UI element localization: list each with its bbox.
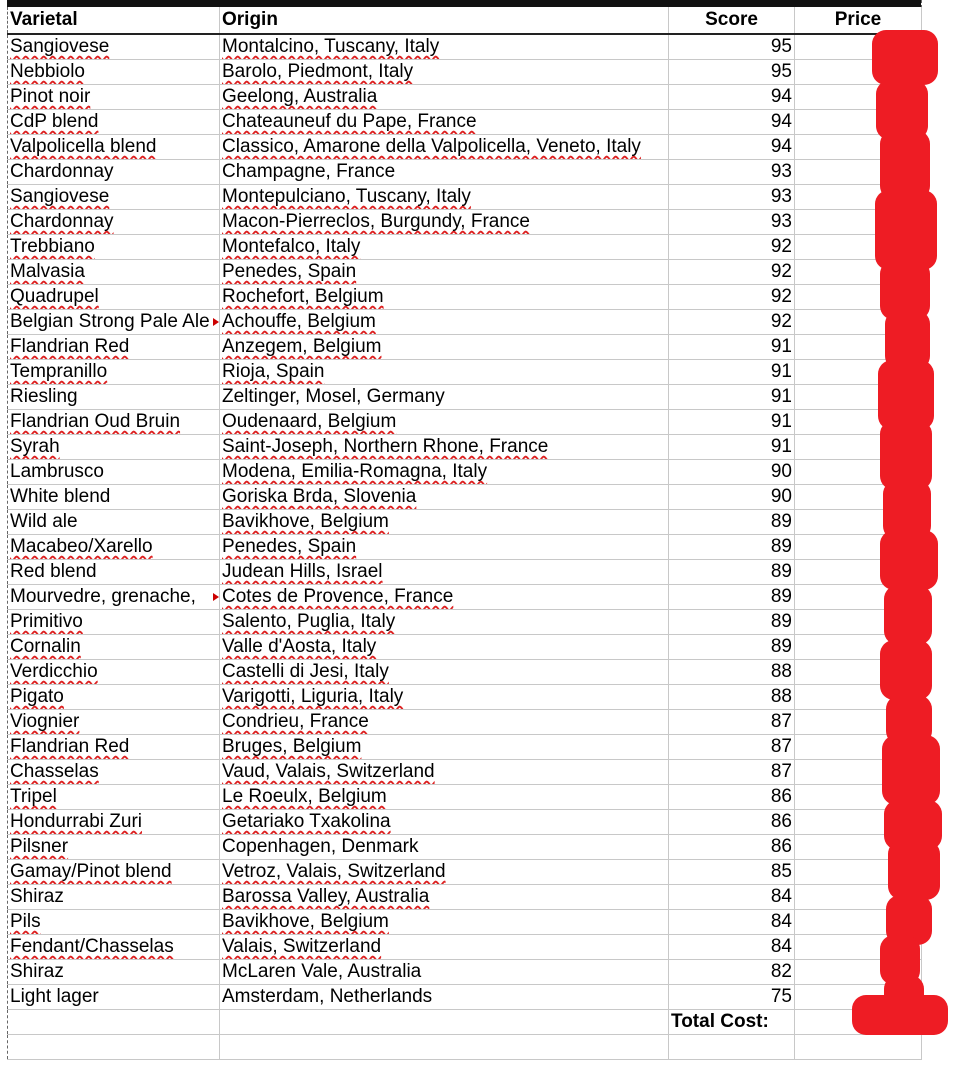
table-row bbox=[8, 585, 922, 610]
varietal-text: Sangiovese bbox=[10, 186, 110, 207]
varietal-cell[interactable] bbox=[8, 585, 220, 610]
redaction-mark bbox=[852, 995, 948, 1035]
score-cell[interactable]: 91 bbox=[669, 385, 795, 410]
varietal-cell[interactable] bbox=[8, 85, 220, 110]
origin-text: Barolo, Piedmont, Italy bbox=[222, 61, 414, 82]
origin-text: Modena, Emilia-Romagna, Italy bbox=[222, 461, 488, 482]
origin-cell[interactable] bbox=[220, 710, 669, 735]
varietal-text: Mourvedre, grenache, bbox=[10, 586, 196, 607]
score-cell[interactable]: 75 bbox=[669, 985, 795, 1010]
origin-text: Castelli di Jesi, Italy bbox=[222, 661, 389, 682]
score-cell[interactable]: 95 bbox=[669, 60, 795, 85]
varietal-cell[interactable] bbox=[8, 685, 220, 710]
varietal-text: Quadrupel bbox=[10, 286, 99, 307]
table-row bbox=[8, 785, 922, 810]
origin-text: Montepulciano, Tuscany, Italy bbox=[222, 186, 471, 207]
varietal-text: Belgian Strong Pale Ale bbox=[10, 311, 210, 332]
table-row bbox=[8, 285, 922, 310]
varietal-text: Pils bbox=[10, 911, 41, 932]
origin-cell[interactable] bbox=[220, 610, 669, 635]
origin-text: Penedes, Spain bbox=[222, 536, 357, 557]
varietal-cell[interactable] bbox=[8, 34, 220, 60]
table-row bbox=[8, 985, 922, 1010]
table-row bbox=[8, 535, 922, 560]
varietal-text: Pilsner bbox=[10, 836, 69, 857]
origin-text: Rioja, Spain bbox=[222, 361, 325, 382]
table-row bbox=[8, 560, 922, 585]
score-cell[interactable]: 92 bbox=[669, 285, 795, 310]
table-row bbox=[8, 685, 922, 710]
origin-cell[interactable] bbox=[220, 435, 669, 460]
table-row bbox=[8, 860, 922, 885]
varietal-cell[interactable] bbox=[8, 310, 220, 335]
varietal-text: Hondurrabi Zuri bbox=[10, 811, 142, 832]
origin-cell[interactable] bbox=[220, 885, 669, 910]
origin-text: Cotes de Provence, France bbox=[222, 586, 454, 607]
score-cell[interactable]: 87 bbox=[669, 710, 795, 735]
origin-text: Chateauneuf du Pape, France bbox=[222, 111, 477, 132]
score-cell[interactable]: 92 bbox=[669, 235, 795, 260]
origin-text: Varigotti, Liguria, Italy bbox=[222, 686, 404, 707]
table-row bbox=[8, 935, 922, 960]
empty-cell[interactable] bbox=[795, 1035, 922, 1060]
score-cell[interactable]: 88 bbox=[669, 685, 795, 710]
origin-cell[interactable] bbox=[220, 485, 669, 510]
origin-text: Le Roeulx, Belgium bbox=[222, 786, 387, 807]
score-cell[interactable]: 84 bbox=[669, 910, 795, 935]
origin-text: Achouffe, Belgium bbox=[222, 311, 376, 332]
origin-text: Bruges, Belgium bbox=[222, 736, 362, 757]
redaction-mark bbox=[888, 840, 940, 900]
table-row bbox=[8, 160, 922, 185]
total-row bbox=[8, 1010, 922, 1035]
origin-text: Champagne, France bbox=[222, 161, 396, 182]
varietal-text: White blend bbox=[10, 486, 111, 507]
table-row bbox=[8, 960, 922, 985]
origin-cell[interactable] bbox=[220, 660, 669, 685]
varietal-text: Syrah bbox=[10, 436, 60, 457]
header-row bbox=[8, 7, 922, 34]
origin-cell[interactable] bbox=[220, 560, 669, 585]
score-cell[interactable]: 91 bbox=[669, 360, 795, 385]
table-row bbox=[8, 885, 922, 910]
table-row bbox=[8, 310, 922, 335]
score-cell[interactable]: 86 bbox=[669, 785, 795, 810]
varietal-cell[interactable] bbox=[8, 660, 220, 685]
origin-cell[interactable] bbox=[220, 810, 669, 835]
empty-cell[interactable] bbox=[220, 1035, 669, 1060]
origin-cell[interactable] bbox=[220, 160, 669, 185]
varietal-cell[interactable] bbox=[8, 510, 220, 535]
column-header-varietal[interactable]: Varietal bbox=[8, 7, 220, 34]
origin-cell[interactable] bbox=[220, 735, 669, 760]
redaction-mark bbox=[880, 640, 932, 700]
varietal-cell[interactable] bbox=[8, 135, 220, 160]
origin-text: Montalcino, Tuscany, Italy bbox=[222, 36, 440, 57]
varietal-text: Trebbiano bbox=[10, 236, 95, 257]
origin-text: Oudenaard, Belgium bbox=[222, 411, 397, 432]
redaction-mark bbox=[872, 30, 938, 85]
origin-cell[interactable] bbox=[220, 285, 669, 310]
score-cell[interactable]: 92 bbox=[669, 260, 795, 285]
origin-cell[interactable] bbox=[220, 985, 669, 1010]
table-row bbox=[8, 810, 922, 835]
varietal-cell[interactable] bbox=[8, 610, 220, 635]
table-row bbox=[8, 110, 922, 135]
table-row bbox=[8, 435, 922, 460]
origin-text: Bavikhove, Belgium bbox=[222, 911, 389, 932]
varietal-cell[interactable] bbox=[8, 910, 220, 935]
varietal-text: Shiraz bbox=[10, 961, 64, 982]
varietal-cell[interactable] bbox=[8, 210, 220, 235]
origin-text: Valle d'Aosta, Italy bbox=[222, 636, 377, 657]
varietal-text: Pinot noir bbox=[10, 86, 91, 107]
varietal-text: Lambrusco bbox=[10, 461, 104, 482]
origin-cell[interactable] bbox=[220, 685, 669, 710]
score-cell[interactable]: 89 bbox=[669, 610, 795, 635]
origin-cell[interactable] bbox=[220, 860, 669, 885]
table-row bbox=[8, 510, 922, 535]
origin-cell[interactable] bbox=[220, 85, 669, 110]
varietal-cell[interactable] bbox=[8, 285, 220, 310]
score-cell[interactable]: 84 bbox=[669, 885, 795, 910]
column-header-price[interactable]: Price bbox=[795, 7, 922, 34]
header-strip bbox=[7, 0, 921, 7]
empty-cell[interactable] bbox=[8, 1010, 220, 1035]
score-cell[interactable]: 91 bbox=[669, 410, 795, 435]
table-row bbox=[8, 34, 922, 60]
varietal-cell[interactable] bbox=[8, 385, 220, 410]
varietal-text: Sangiovese bbox=[10, 36, 110, 57]
origin-text: Valais, Switzerland bbox=[222, 936, 382, 957]
column-header-score[interactable]: Score bbox=[669, 7, 795, 34]
varietal-cell[interactable] bbox=[8, 460, 220, 485]
varietal-text: CdP blend bbox=[10, 111, 99, 132]
varietal-cell[interactable] bbox=[8, 560, 220, 585]
origin-cell[interactable] bbox=[220, 335, 669, 360]
varietal-cell[interactable] bbox=[8, 810, 220, 835]
varietal-text: Nebbiolo bbox=[10, 61, 85, 82]
varietal-cell[interactable] bbox=[8, 885, 220, 910]
table-row bbox=[8, 635, 922, 660]
table-row bbox=[8, 85, 922, 110]
varietal-text: Malvasia bbox=[10, 261, 85, 282]
redaction-mark bbox=[884, 585, 932, 645]
varietal-cell[interactable] bbox=[8, 485, 220, 510]
varietal-text: Gamay/Pinot blend bbox=[10, 861, 172, 882]
spreadsheet bbox=[7, 0, 922, 1060]
varietal-text: Valpolicella blend bbox=[10, 136, 157, 157]
origin-text: Rochefort, Belgium bbox=[222, 286, 384, 307]
varietal-text: Red blend bbox=[10, 561, 97, 582]
origin-cell[interactable] bbox=[220, 410, 669, 435]
score-cell[interactable]: 93 bbox=[669, 160, 795, 185]
table-row bbox=[8, 210, 922, 235]
origin-text: Geelong, Australia bbox=[222, 86, 378, 107]
score-cell[interactable]: 94 bbox=[669, 110, 795, 135]
score-cell[interactable]: 89 bbox=[669, 585, 795, 610]
varietal-cell[interactable] bbox=[8, 160, 220, 185]
varietal-cell[interactable] bbox=[8, 435, 220, 460]
varietal-cell[interactable] bbox=[8, 735, 220, 760]
table-row bbox=[8, 760, 922, 785]
varietal-cell[interactable] bbox=[8, 110, 220, 135]
varietal-cell[interactable] bbox=[8, 185, 220, 210]
origin-text: Copenhagen, Denmark bbox=[222, 836, 419, 857]
varietal-text: Viognier bbox=[10, 711, 80, 732]
origin-text: Goriska Brda, Slovenia bbox=[222, 486, 417, 507]
origin-text: Zeltinger, Mosel, Germany bbox=[222, 386, 445, 407]
score-cell[interactable]: 90 bbox=[669, 460, 795, 485]
origin-cell[interactable] bbox=[220, 235, 669, 260]
origin-cell[interactable] bbox=[220, 110, 669, 135]
score-cell[interactable]: 90 bbox=[669, 485, 795, 510]
table-row bbox=[8, 485, 922, 510]
origin-cell[interactable] bbox=[220, 310, 669, 335]
empty-cell[interactable] bbox=[669, 1035, 795, 1060]
score-cell[interactable]: 94 bbox=[669, 85, 795, 110]
origin-cell[interactable] bbox=[220, 60, 669, 85]
varietal-cell[interactable] bbox=[8, 860, 220, 885]
origin-cell[interactable] bbox=[220, 210, 669, 235]
origin-text: Bavikhove, Belgium bbox=[222, 511, 389, 532]
varietal-cell[interactable] bbox=[8, 785, 220, 810]
score-cell[interactable]: 93 bbox=[669, 210, 795, 235]
redaction-mark bbox=[875, 190, 937, 270]
varietal-text: Cornalin bbox=[10, 636, 81, 657]
varietal-text: Verdicchio bbox=[10, 661, 98, 682]
varietal-cell[interactable] bbox=[8, 835, 220, 860]
table-row bbox=[8, 710, 922, 735]
table-row bbox=[8, 360, 922, 385]
table-row bbox=[8, 735, 922, 760]
origin-text: Vetroz, Valais, Switzerland bbox=[222, 861, 446, 882]
varietal-text: Light lager bbox=[10, 986, 99, 1007]
varietal-cell[interactable] bbox=[8, 935, 220, 960]
varietal-text: Flandrian Red bbox=[10, 736, 130, 757]
table-row bbox=[8, 235, 922, 260]
empty-cell[interactable] bbox=[220, 1010, 669, 1035]
origin-cell[interactable] bbox=[220, 935, 669, 960]
varietal-text: Shiraz bbox=[10, 886, 64, 907]
score-cell[interactable]: 84 bbox=[669, 935, 795, 960]
origin-cell[interactable] bbox=[220, 635, 669, 660]
table-row bbox=[8, 60, 922, 85]
origin-text: Vaud, Valais, Switzerland bbox=[222, 761, 435, 782]
empty-row bbox=[8, 1035, 922, 1060]
varietal-text: Flandrian Red bbox=[10, 336, 130, 357]
origin-text: Amsterdam, Netherlands bbox=[222, 986, 433, 1007]
table-row bbox=[8, 410, 922, 435]
origin-text: McLaren Vale, Australia bbox=[222, 961, 422, 982]
origin-text: Montefalco, Italy bbox=[222, 236, 361, 257]
score-cell[interactable]: 94 bbox=[669, 135, 795, 160]
empty-cell[interactable] bbox=[8, 1035, 220, 1060]
score-cell[interactable]: 89 bbox=[669, 560, 795, 585]
score-cell[interactable]: 87 bbox=[669, 735, 795, 760]
origin-cell[interactable] bbox=[220, 260, 669, 285]
text-overflow-icon bbox=[213, 318, 219, 326]
score-cell[interactable]: 89 bbox=[669, 635, 795, 660]
varietal-cell[interactable] bbox=[8, 535, 220, 560]
origin-text: Salento, Puglia, Italy bbox=[222, 611, 396, 632]
table-row bbox=[8, 185, 922, 210]
varietal-cell[interactable] bbox=[8, 410, 220, 435]
column-header-origin[interactable]: Origin bbox=[220, 7, 669, 34]
varietal-text: Fendant/Chasselas bbox=[10, 936, 174, 957]
origin-cell[interactable] bbox=[220, 135, 669, 160]
table-row bbox=[8, 385, 922, 410]
varietal-cell[interactable] bbox=[8, 235, 220, 260]
text-overflow-icon bbox=[213, 593, 219, 601]
origin-text: Barossa Valley, Australia bbox=[222, 886, 430, 907]
varietal-text: Wild ale bbox=[10, 511, 78, 532]
varietal-text: Primitivo bbox=[10, 611, 83, 632]
origin-text: Getariako Txakolina bbox=[222, 811, 391, 832]
varietal-cell[interactable] bbox=[8, 335, 220, 360]
varietal-cell[interactable] bbox=[8, 60, 220, 85]
score-cell[interactable]: 92 bbox=[669, 310, 795, 335]
redaction-mark bbox=[880, 530, 938, 590]
origin-cell[interactable] bbox=[220, 385, 669, 410]
score-cell[interactable]: 85 bbox=[669, 860, 795, 885]
redaction-mark bbox=[882, 735, 940, 805]
varietal-cell[interactable] bbox=[8, 360, 220, 385]
origin-cell[interactable] bbox=[220, 34, 669, 60]
table-row bbox=[8, 660, 922, 685]
table-body bbox=[8, 34, 922, 1060]
varietal-cell[interactable] bbox=[8, 960, 220, 985]
origin-cell[interactable] bbox=[220, 960, 669, 985]
varietal-cell[interactable] bbox=[8, 260, 220, 285]
score-cell[interactable]: 89 bbox=[669, 535, 795, 560]
score-cell[interactable]: 86 bbox=[669, 835, 795, 860]
score-cell[interactable]: 93 bbox=[669, 185, 795, 210]
varietal-cell[interactable] bbox=[8, 985, 220, 1010]
table-row bbox=[8, 460, 922, 485]
table-row bbox=[8, 260, 922, 285]
origin-cell[interactable] bbox=[220, 360, 669, 385]
table-row bbox=[8, 835, 922, 860]
varietal-text: Chardonnay bbox=[10, 161, 114, 182]
origin-text: Penedes, Spain bbox=[222, 261, 357, 282]
varietal-cell[interactable] bbox=[8, 760, 220, 785]
origin-cell[interactable] bbox=[220, 510, 669, 535]
score-cell[interactable]: 91 bbox=[669, 335, 795, 360]
varietal-text: Riesling bbox=[10, 386, 78, 407]
origin-cell[interactable] bbox=[220, 535, 669, 560]
score-cell[interactable]: 87 bbox=[669, 760, 795, 785]
score-cell[interactable]: 86 bbox=[669, 810, 795, 835]
varietal-text: Macabeo/Xarello bbox=[10, 536, 153, 557]
varietal-cell[interactable] bbox=[8, 710, 220, 735]
origin-cell[interactable] bbox=[220, 835, 669, 860]
origin-cell[interactable] bbox=[220, 585, 669, 610]
score-cell[interactable]: 82 bbox=[669, 960, 795, 985]
origin-text: Anzegem, Belgium bbox=[222, 336, 382, 357]
score-cell[interactable]: 89 bbox=[669, 510, 795, 535]
origin-cell[interactable] bbox=[220, 460, 669, 485]
origin-text: Judean Hills, Israel bbox=[222, 561, 383, 582]
varietal-text: Pigato bbox=[10, 686, 64, 707]
score-cell[interactable]: 88 bbox=[669, 660, 795, 685]
origin-cell[interactable] bbox=[220, 760, 669, 785]
origin-text: Saint-Joseph, Northern Rhone, France bbox=[222, 436, 549, 457]
varietal-text: Tripel bbox=[10, 786, 57, 807]
origin-text: Classico, Amarone della Valpolicella, Veneto, Italy bbox=[222, 136, 641, 157]
score-cell[interactable]: 95 bbox=[669, 34, 795, 60]
varietal-cell[interactable] bbox=[8, 635, 220, 660]
table-row bbox=[8, 335, 922, 360]
table-row bbox=[8, 910, 922, 935]
table-row bbox=[8, 135, 922, 160]
origin-text: Condrieu, France bbox=[222, 711, 369, 732]
score-cell[interactable]: 91 bbox=[669, 435, 795, 460]
varietal-text: Flandrian Oud Bruin bbox=[10, 411, 181, 432]
varietal-text: Chardonnay bbox=[10, 211, 114, 232]
table-row bbox=[8, 610, 922, 635]
origin-cell[interactable] bbox=[220, 185, 669, 210]
total-cost-label: Total Cost: bbox=[669, 1010, 795, 1035]
origin-cell[interactable] bbox=[220, 910, 669, 935]
origin-cell[interactable] bbox=[220, 785, 669, 810]
varietal-text: Chasselas bbox=[10, 761, 99, 782]
wine-table bbox=[7, 7, 922, 1060]
origin-text: Macon-Pierreclos, Burgundy, France bbox=[222, 211, 530, 232]
varietal-text: Tempranillo bbox=[10, 361, 108, 382]
